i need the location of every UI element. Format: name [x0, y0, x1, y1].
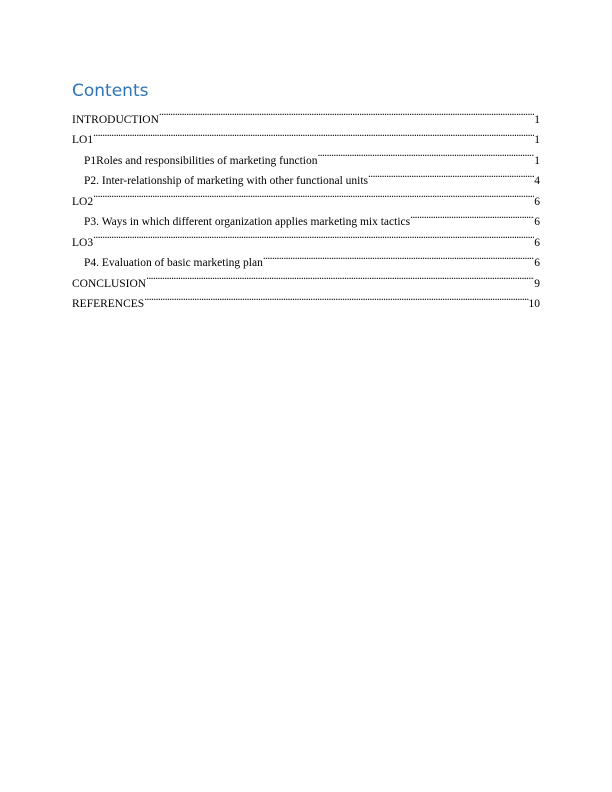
toc-entry-title: LO3 — [72, 236, 94, 249]
toc-dot-leader — [159, 102, 534, 123]
toc-entry-lo1[interactable] — [72, 123, 540, 144]
toc-entry-title: INTRODUCTION — [72, 113, 159, 126]
toc-entry-p4[interactable] — [72, 246, 540, 267]
toc-page-number: 6 — [534, 216, 540, 228]
toc-page-number: 6 — [534, 257, 540, 269]
toc-entry-title: P3. Ways in which different organization applies marketing mix tactics — [84, 216, 411, 228]
toc-page-number: 1 — [534, 154, 540, 167]
toc-entry-introduction[interactable] — [72, 102, 540, 126]
toc-entry-title: P2. Inter-relationship of marketing with other functional units — [84, 175, 369, 187]
toc-page-number: 6 — [534, 236, 540, 249]
toc-dot-leader — [263, 246, 534, 267]
toc-dot-leader — [410, 205, 534, 226]
toc-entry-p3[interactable] — [72, 205, 540, 226]
toc-dot-leader — [368, 164, 534, 185]
toc-entry-title: REFERENCES — [72, 298, 145, 310]
toc-entry-lo3[interactable] — [72, 225, 540, 249]
toc-page-number: 6 — [534, 195, 540, 208]
toc-entry-title: LO1 — [72, 134, 94, 146]
toc-entry-title: P1Roles and responsibilities of marketing function — [84, 154, 318, 167]
toc-page-number: 1 — [534, 113, 540, 126]
toc-page-number: 10 — [528, 298, 540, 310]
toc-entry-title: P4. Evaluation of basic marketing plan — [84, 257, 263, 269]
toc-entry-p1[interactable] — [72, 143, 540, 167]
toc-dot-leader — [93, 123, 534, 144]
toc-page-number: 4 — [534, 175, 540, 187]
toc-dot-leader — [93, 225, 534, 246]
toc-dot-leader — [144, 287, 528, 308]
toc-entry-lo2[interactable] — [72, 184, 540, 208]
table-of-contents — [72, 102, 540, 310]
toc-dot-leader — [317, 143, 534, 164]
toc-entry-title: CONCLUSION — [72, 277, 147, 290]
toc-page-number: 9 — [534, 277, 540, 290]
toc-heading: Contents — [72, 81, 149, 101]
toc-dot-leader — [146, 266, 534, 287]
toc-dot-leader — [93, 184, 534, 205]
toc-entry-title: LO2 — [72, 195, 94, 208]
toc-page-number: 1 — [534, 134, 540, 146]
